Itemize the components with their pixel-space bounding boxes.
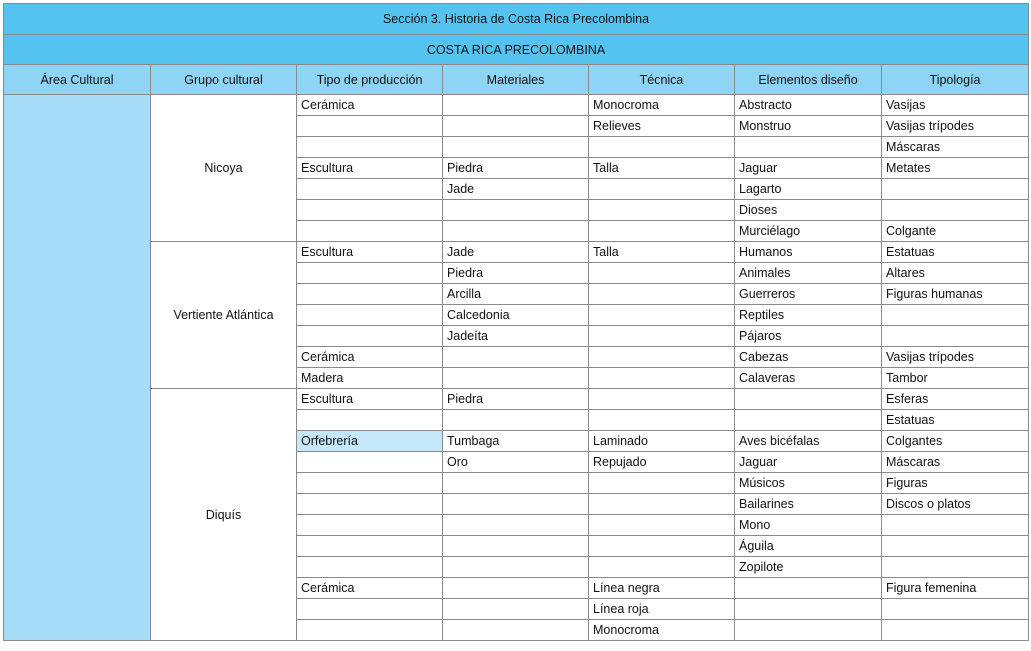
grupo-cultural-cell[interactable]: Nicoya	[151, 95, 297, 242]
tipologia-cell[interactable]	[882, 620, 1029, 641]
materiales-cell[interactable]	[443, 368, 589, 389]
tipologia-cell[interactable]	[882, 179, 1029, 200]
tipologia-cell[interactable]	[882, 557, 1029, 578]
tipologia-cell[interactable]: Estatuas	[882, 242, 1029, 263]
tipologia-cell[interactable]	[882, 515, 1029, 536]
costa-rica-table	[3, 3, 1029, 641]
tipologia-cell[interactable]: Vasijas trípodes	[882, 347, 1029, 368]
materiales-cell[interactable]	[443, 137, 589, 158]
elementos-diseno-cell[interactable]	[735, 389, 882, 410]
tipo-produccion-cell[interactable]	[297, 263, 443, 284]
tecnica-cell[interactable]: Relieves	[589, 116, 735, 137]
header-area-cultural[interactable]: Área Cultural	[4, 65, 151, 95]
tecnica-cell[interactable]: Monocroma	[589, 95, 735, 116]
tipologia-cell[interactable]: Figuras humanas	[882, 284, 1029, 305]
elementos-diseno-cell[interactable]: Músicos	[735, 473, 882, 494]
tipo-produccion-cell[interactable]: Cerámica	[297, 578, 443, 599]
elementos-diseno-cell[interactable]: Jaguar	[735, 452, 882, 473]
tecnica-cell[interactable]: Línea negra	[589, 578, 735, 599]
table-row	[4, 95, 1029, 116]
tipologia-cell[interactable]: Altares	[882, 263, 1029, 284]
header-tipologia[interactable]: Tipología	[882, 65, 1029, 95]
tecnica-cell[interactable]	[589, 137, 735, 158]
elementos-diseno-cell[interactable]: Abstracto	[735, 95, 882, 116]
elementos-diseno-cell[interactable]: Águila	[735, 536, 882, 557]
tipologia-cell[interactable]: Colgantes	[882, 431, 1029, 452]
materiales-cell[interactable]	[443, 116, 589, 137]
elementos-diseno-cell[interactable]	[735, 578, 882, 599]
table-row	[4, 389, 1029, 410]
tecnica-cell[interactable]	[589, 263, 735, 284]
materiales-cell[interactable]	[443, 557, 589, 578]
tipologia-cell[interactable]	[882, 599, 1029, 620]
tipologia-cell[interactable]: Estatuas	[882, 410, 1029, 431]
tipo-produccion-cell[interactable]	[297, 116, 443, 137]
materiales-cell[interactable]: Jade	[443, 242, 589, 263]
materiales-cell[interactable]: Arcilla	[443, 284, 589, 305]
elementos-diseno-cell[interactable]: Monstruo	[735, 116, 882, 137]
tipo-produccion-cell[interactable]: Cerámica	[297, 347, 443, 368]
tipo-produccion-cell[interactable]: Escultura	[297, 158, 443, 179]
tipo-produccion-cell[interactable]	[297, 410, 443, 431]
table-title[interactable]: COSTA RICA PRECOLOMBINA	[4, 35, 1029, 65]
tipo-produccion-cell[interactable]	[297, 137, 443, 158]
section-title[interactable]: Sección 3. Historia de Costa Rica Precolombina	[4, 4, 1029, 35]
area-cultural-cell[interactable]	[4, 95, 151, 641]
materiales-cell[interactable]: Calcedonia	[443, 305, 589, 326]
elementos-diseno-cell[interactable]: Cabezas	[735, 347, 882, 368]
tipo-produccion-cell[interactable]	[297, 284, 443, 305]
materiales-cell[interactable]: Piedra	[443, 263, 589, 284]
header-tecnica[interactable]: Técnica	[589, 65, 735, 95]
elementos-diseno-cell[interactable]: Calaveras	[735, 368, 882, 389]
elementos-diseno-cell[interactable]: Pájaros	[735, 326, 882, 347]
tecnica-cell[interactable]	[589, 389, 735, 410]
tipo-produccion-cell[interactable]	[297, 599, 443, 620]
tecnica-cell[interactable]	[589, 515, 735, 536]
tipologia-cell[interactable]: Esferas	[882, 389, 1029, 410]
tecnica-cell[interactable]	[589, 473, 735, 494]
materiales-cell[interactable]	[443, 347, 589, 368]
materiales-cell[interactable]	[443, 515, 589, 536]
tecnica-cell[interactable]	[589, 494, 735, 515]
tipo-produccion-cell[interactable]	[297, 221, 443, 242]
elementos-diseno-cell[interactable]: Mono	[735, 515, 882, 536]
tecnica-cell[interactable]: Línea roja	[589, 599, 735, 620]
materiales-cell[interactable]	[443, 578, 589, 599]
elementos-diseno-cell[interactable]	[735, 410, 882, 431]
tipo-produccion-cell[interactable]: Escultura	[297, 389, 443, 410]
tipo-produccion-cell[interactable]: Madera	[297, 368, 443, 389]
elementos-diseno-cell[interactable]: Lagarto	[735, 179, 882, 200]
tecnica-cell[interactable]	[589, 221, 735, 242]
materiales-cell[interactable]	[443, 221, 589, 242]
tecnica-cell[interactable]	[589, 410, 735, 431]
materiales-cell[interactable]	[443, 620, 589, 641]
elementos-diseno-cell[interactable]: Murciélago	[735, 221, 882, 242]
materiales-cell[interactable]: Jadeíta	[443, 326, 589, 347]
tecnica-cell[interactable]: Talla	[589, 242, 735, 263]
tecnica-cell[interactable]	[589, 536, 735, 557]
tecnica-cell[interactable]	[589, 284, 735, 305]
tipo-produccion-cell[interactable]	[297, 452, 443, 473]
materiales-cell[interactable]	[443, 599, 589, 620]
grupo-cultural-cell[interactable]: Diquís	[151, 389, 297, 641]
tipo-produccion-cell[interactable]: Orfebrería	[297, 431, 443, 452]
tipologia-cell[interactable]: Vasijas trípodes	[882, 116, 1029, 137]
tipologia-cell[interactable]	[882, 200, 1029, 221]
tecnica-cell[interactable]: Laminado	[589, 431, 735, 452]
tipologia-cell[interactable]	[882, 305, 1029, 326]
tipo-produccion-cell[interactable]: Cerámica	[297, 95, 443, 116]
tecnica-cell[interactable]	[589, 347, 735, 368]
materiales-cell[interactable]	[443, 410, 589, 431]
elementos-diseno-cell[interactable]	[735, 137, 882, 158]
tipo-produccion-cell[interactable]	[297, 200, 443, 221]
tipologia-cell[interactable]: Discos o platos	[882, 494, 1029, 515]
elementos-diseno-cell[interactable]	[735, 599, 882, 620]
elementos-diseno-cell[interactable]: Dioses	[735, 200, 882, 221]
tecnica-cell[interactable]	[589, 326, 735, 347]
tipo-produccion-cell[interactable]	[297, 326, 443, 347]
tipo-produccion-cell[interactable]	[297, 536, 443, 557]
table-body	[4, 95, 1029, 641]
tipologia-cell[interactable]: Colgante	[882, 221, 1029, 242]
elementos-diseno-cell[interactable]: Zopilote	[735, 557, 882, 578]
tecnica-cell[interactable]: Repujado	[589, 452, 735, 473]
tecnica-cell[interactable]	[589, 200, 735, 221]
materiales-cell[interactable]	[443, 200, 589, 221]
tecnica-cell[interactable]	[589, 368, 735, 389]
elementos-diseno-cell[interactable]: Jaguar	[735, 158, 882, 179]
tipologia-cell[interactable]	[882, 326, 1029, 347]
tipo-produccion-cell[interactable]	[297, 305, 443, 326]
tecnica-cell[interactable]	[589, 179, 735, 200]
materiales-cell[interactable]	[443, 536, 589, 557]
tecnica-cell[interactable]: Talla	[589, 158, 735, 179]
elementos-diseno-cell[interactable]: Aves bicéfalas	[735, 431, 882, 452]
header-materiales[interactable]: Materiales	[443, 65, 589, 95]
tecnica-cell[interactable]	[589, 305, 735, 326]
elementos-diseno-cell[interactable]: Guerreros	[735, 284, 882, 305]
tipo-produccion-cell[interactable]	[297, 494, 443, 515]
materiales-cell[interactable]: Jade	[443, 179, 589, 200]
tipologia-cell[interactable]: Vasijas	[882, 95, 1029, 116]
tipo-produccion-cell[interactable]	[297, 515, 443, 536]
materiales-cell[interactable]: Piedra	[443, 389, 589, 410]
materiales-cell[interactable]	[443, 95, 589, 116]
tecnica-cell[interactable]: Monocroma	[589, 620, 735, 641]
tecnica-cell[interactable]	[589, 557, 735, 578]
materiales-cell[interactable]	[443, 473, 589, 494]
tipologia-cell[interactable]: Metates	[882, 158, 1029, 179]
spreadsheet-view	[3, 3, 1028, 641]
elementos-diseno-cell[interactable]	[735, 620, 882, 641]
tipo-produccion-cell[interactable]	[297, 473, 443, 494]
materiales-cell[interactable]: Tumbaga	[443, 431, 589, 452]
elementos-diseno-cell[interactable]: Bailarines	[735, 494, 882, 515]
tipologia-cell[interactable]: Figuras	[882, 473, 1029, 494]
tipo-produccion-cell[interactable]	[297, 557, 443, 578]
header-elementos-diseno[interactable]: Elementos diseño	[735, 65, 882, 95]
tipo-produccion-cell[interactable]: Escultura	[297, 242, 443, 263]
materiales-cell[interactable]: Piedra	[443, 158, 589, 179]
elementos-diseno-cell[interactable]: Animales	[735, 263, 882, 284]
elementos-diseno-cell[interactable]: Reptiles	[735, 305, 882, 326]
elementos-diseno-cell[interactable]: Humanos	[735, 242, 882, 263]
tipo-produccion-cell[interactable]	[297, 620, 443, 641]
tipologia-cell[interactable]: Máscaras	[882, 452, 1029, 473]
grupo-cultural-cell[interactable]: Vertiente Atlántica	[151, 242, 297, 389]
tipo-produccion-cell[interactable]	[297, 179, 443, 200]
materiales-cell[interactable]: Oro	[443, 452, 589, 473]
header-grupo-cultural[interactable]: Grupo cultural	[151, 65, 297, 95]
tipologia-cell[interactable]: Máscaras	[882, 137, 1029, 158]
tipologia-cell[interactable]	[882, 536, 1029, 557]
tipologia-cell[interactable]: Figura femenina	[882, 578, 1029, 599]
materiales-cell[interactable]	[443, 494, 589, 515]
tipologia-cell[interactable]: Tambor	[882, 368, 1029, 389]
table-row	[4, 242, 1029, 263]
header-tipo-produccion[interactable]: Tipo de producción	[297, 65, 443, 95]
